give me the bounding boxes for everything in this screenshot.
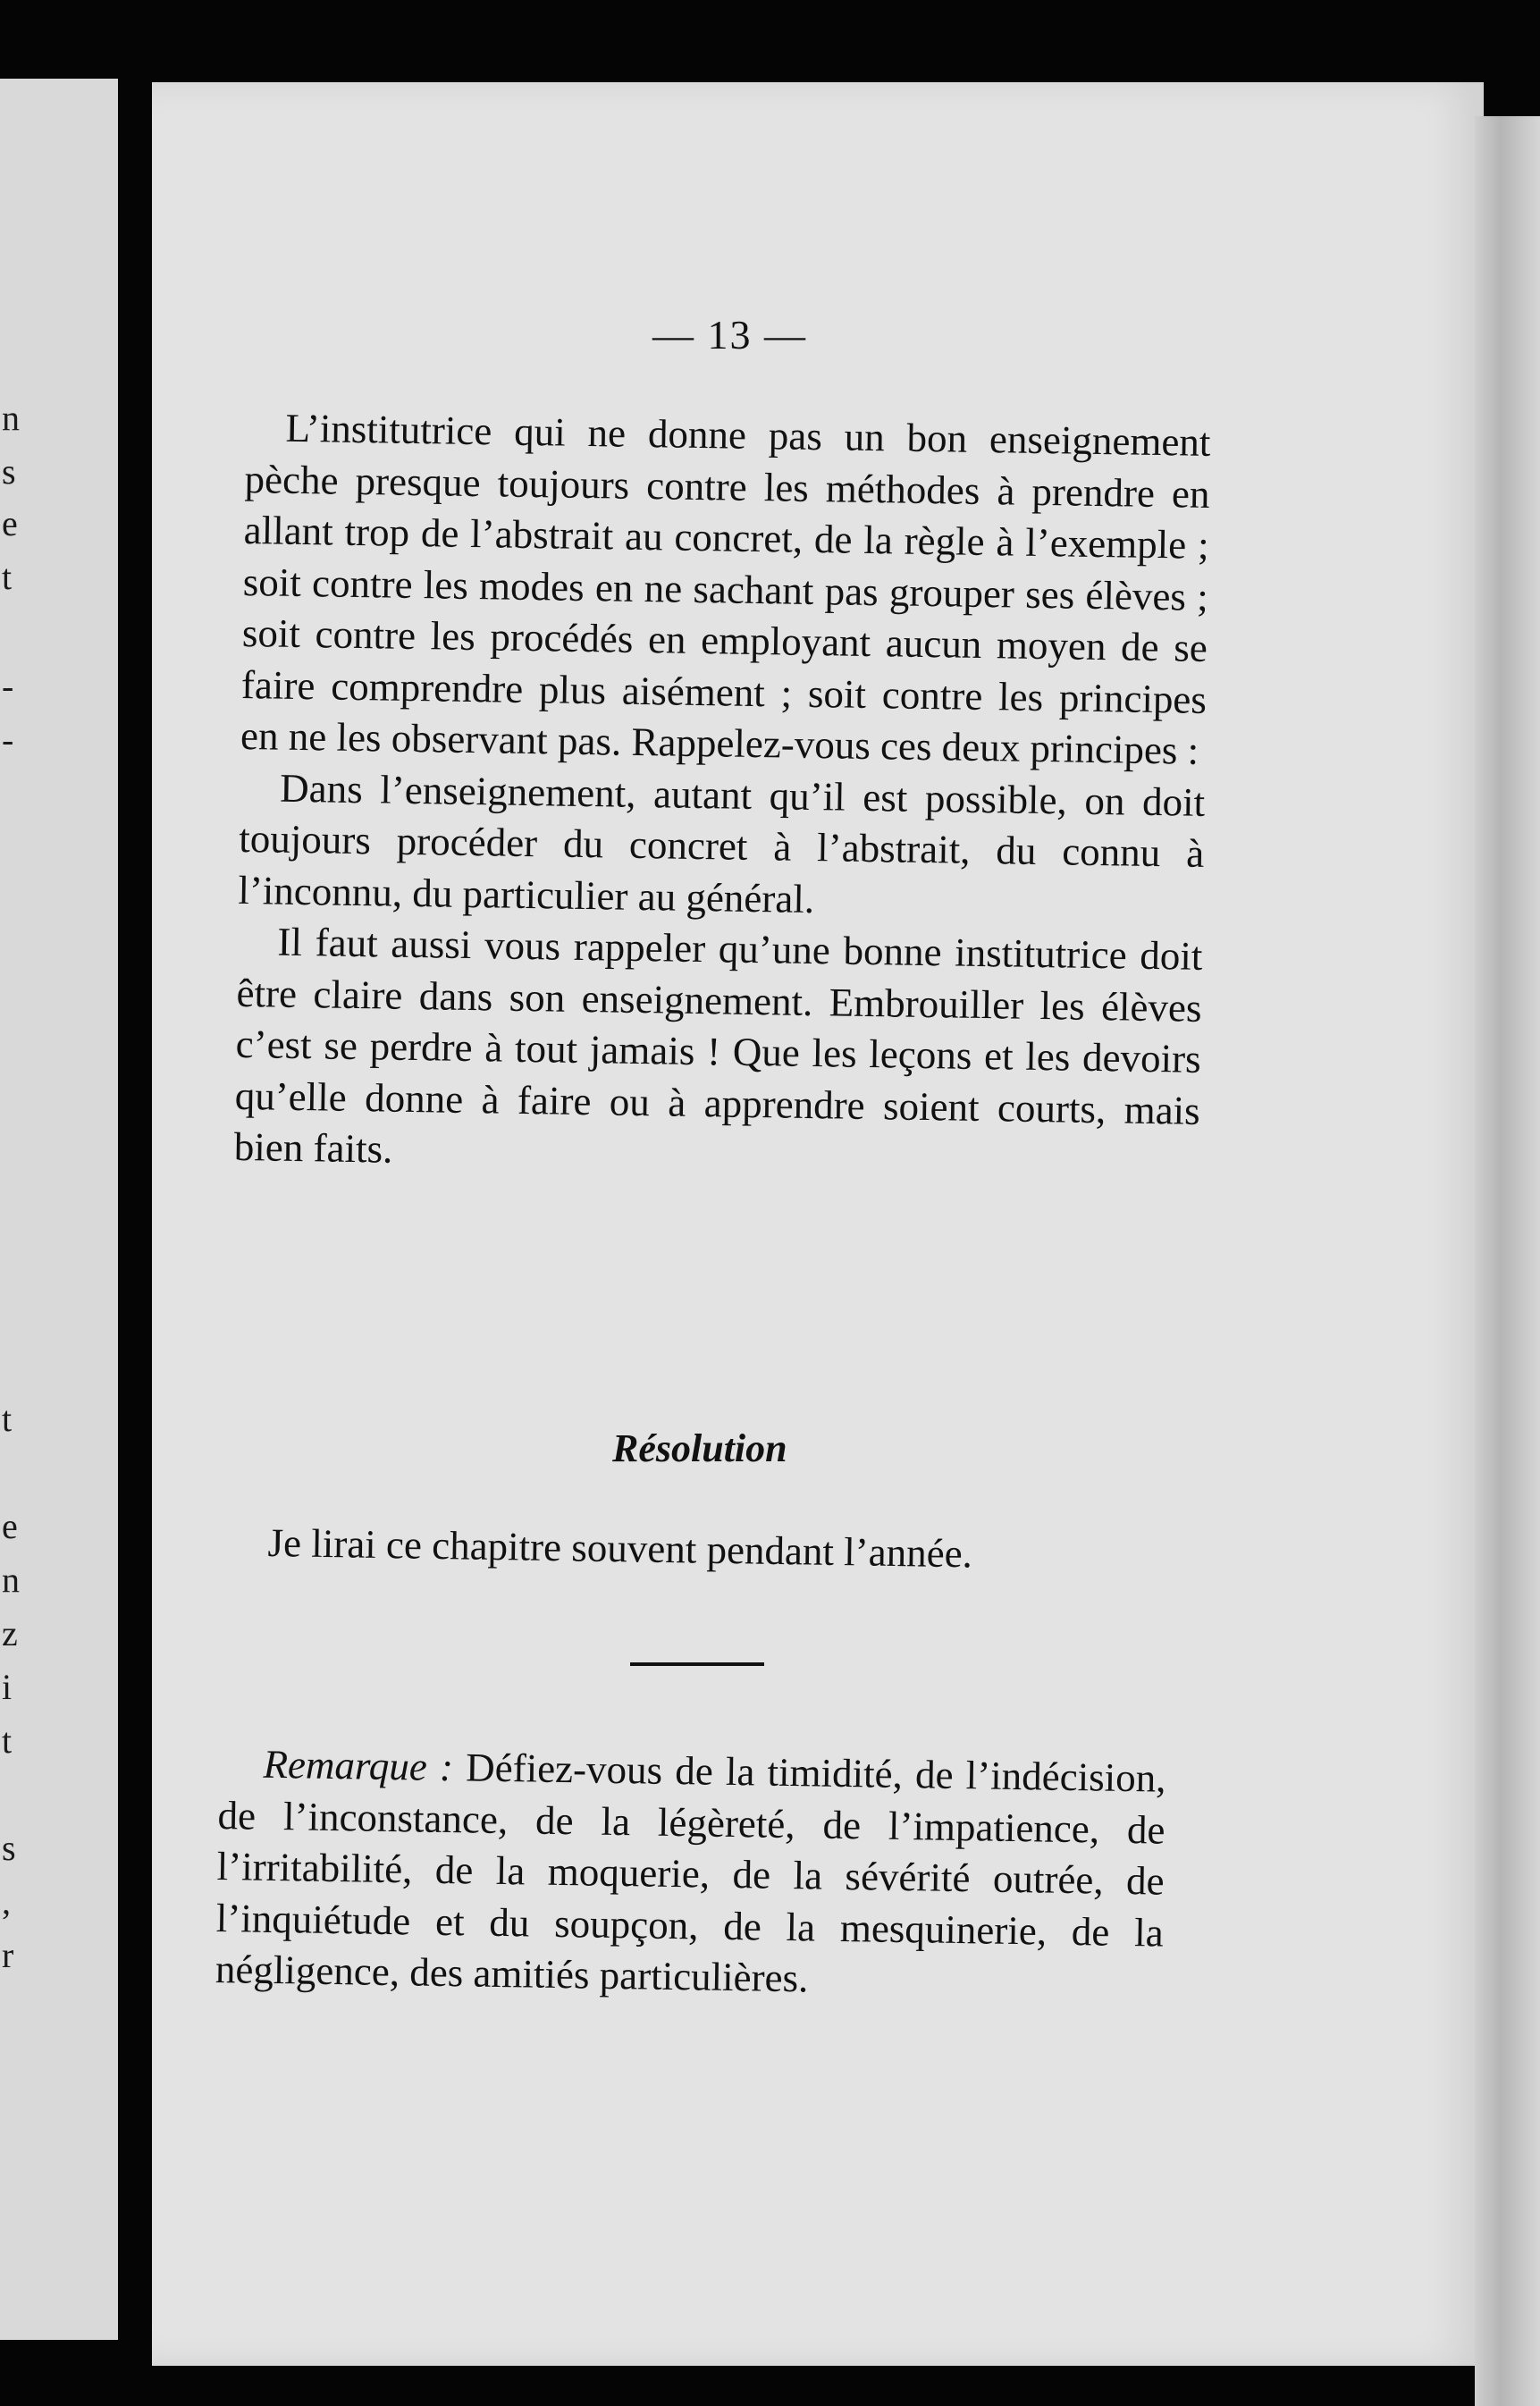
paragraph: Il faut aussi vous rappeler qu’une bonne institutrice doit être claire dans son enseignement. Embrouiller les élèves c’est se perdre à tout jamais ! Que les leçons et les devoirs qu’elle donne à faire ou à apprendre soient courts, mais bien faits.: [233, 919, 1203, 1172]
remark-paragraph: [215, 1738, 1166, 2010]
margin-letter: n: [2, 398, 20, 438]
margin-letter: t: [2, 557, 13, 597]
margin-letter: n: [2, 1560, 20, 1600]
margin-letter: i: [2, 1667, 13, 1707]
resolution-heading: Résolution: [612, 1426, 787, 1470]
divider-rule: [630, 1662, 764, 1666]
margin-letter: -: [2, 719, 14, 760]
body-text: [233, 402, 1210, 1188]
paragraph: Dans l’enseignement, autant qu’il est possible, on doit toujours procéder du concret à l’abstrait, du connu à l’inconnu, du particulier au général.: [238, 765, 1206, 921]
margin-letter: t: [2, 1399, 13, 1439]
page-edge: [1475, 116, 1540, 2406]
margin-letter: s: [2, 451, 16, 492]
margin-letter: t: [2, 1720, 13, 1761]
resolution-text: Je lirai ce chapitre souvent pendant l’année.: [267, 1519, 973, 1577]
remark-text: Défiez-vous de la timidité, de l’indécision, de l’inconstance, de la légèreté, de l’impatience, de l’irritabilité, de la moquerie, de la sévérité outrée, de l’inquiétude et du soupçon, de la mesquinerie, de la négligence, des amitiés particulières.: [215, 1745, 1166, 2001]
margin-letter: r: [2, 1935, 14, 1975]
margin-letter: z: [2, 1613, 18, 1653]
margin-letter: s: [2, 1828, 16, 1868]
margin-letter: e: [2, 1506, 18, 1546]
margin-letter: -: [2, 666, 14, 706]
margin-letter: ,: [2, 1881, 11, 1922]
page-number: — 13 —: [652, 312, 807, 358]
remark-label: Remarque :: [263, 1741, 454, 1790]
margin-letter: e: [2, 503, 18, 543]
remark-block: [215, 1738, 1166, 2010]
paragraph: L’institutrice qui ne donne pas un bon enseignement pèche presque toujours contre les méthodes à prendre en allant trop de l’abstrait au concret, de la règle à l’exemple ; soit contre les modes en ne sachant pas grouper ses élèves ; soit contre les procédés en employant aucun moyen de se faire comprendre plus aisément ; soit contre les principes en ne les observant pas. Rappelez-vous ces deux principes :: [240, 405, 1211, 773]
facing-page-fragment: [0, 79, 118, 2340]
